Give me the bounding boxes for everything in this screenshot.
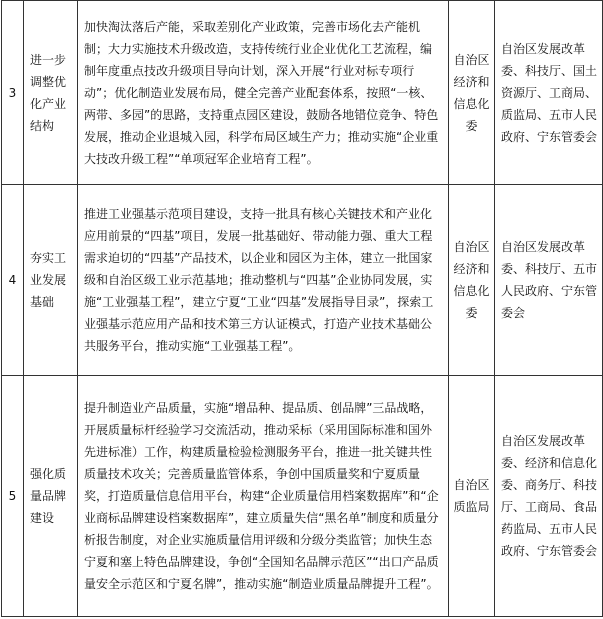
lead-department: 自治区经济和信息化委 [449,1,495,185]
row-number: 5 [2,376,24,617]
task-name: 进一步调整优化产业结构 [24,1,78,185]
measure-text: 提升制造业产品质量，实施“增品种、提品质、创品牌”三品战略，开展质量标杆经验学习交流活动，推动采标（采用国际标准和国外先进标准）工作，构建质量检验检测服务平台，推进一批关键共性质量技术攻关；完善质量监管体系，争创中国质量奖和宁夏质量奖，打造质量信息信用平台，构建“企业质量信用档案数据库”和“企业商标品牌建设档案数据库”，建立质量失信“黑名单”制度和质量分析报告制度，对企业实施质量信用评级和分级分类监管；加快生态宁夏和塞上特色品牌建设，争创“全国知名品牌示范区”“出口产品质量安全示范区和宁夏名牌”，推动实施“制造业质量品牌提升工程”。 [78,376,449,617]
table-row [2,1,603,185]
task-name: 夯实工业发展基础 [24,185,78,376]
lead-department: 自治区质监局 [449,376,495,617]
cooperating-departments: 自治区发展改革委、科技厅、国土资源厅、工商局、质监局、五市人民政府、宁东管委会 [495,1,603,185]
measure-text: 推进工业强基示范项目建设，支持一批具有核心关键技术和产业化应用前景的“四基”项目，发展一批基础好、带动能力强、重大工程需求迫切的“四基”产品技术，以企业和园区为主体，建立一批国家级和自治区级工业示范基地；推动整机与“四基”企业协同发展，实施“工业强基工程”，建立宁夏“工业“四基”发展指导目录”，探索工业强基示范应用产品和技术第三方认证模式，打造产业技术基础公共服务平台，推动实施“工业强基工程”。 [78,185,449,376]
cooperating-departments: 自治区发展改革委、经济和信息化委、商务厅、科技厅、工商局、食品药监局、五市人民政府、宁东管委会 [495,376,603,617]
task-name: 强化质量品牌建设 [24,376,78,617]
table-row [2,185,603,376]
measure-text: 加快淘汰落后产能，采取差别化产业政策，完善市场化去产能机制；大力实施技术升级改造，支持传统行业企业优化工艺流程，编制年度重点技改升级项目导向计划，深入开展“行业对标专项行动”；优化制造业发展布局，健全完善产业配套体系，按照“一核、两带、多园”的思路，支持重点园区建设，鼓励各地错位竞争、特色发展，推动企业退城入园，科学布局区域生产力；推动实施“企业重大技改升级工程”“单项冠军企业培育工程”。 [78,1,449,185]
table-row [2,376,603,617]
lead-department: 自治区经济和信息化委 [449,185,495,376]
plan-table [1,0,603,617]
cooperating-departments: 自治区发展改革委、科技厅、五市人民政府、宁东管委会 [495,185,603,376]
row-number: 3 [2,1,24,185]
row-number: 4 [2,185,24,376]
